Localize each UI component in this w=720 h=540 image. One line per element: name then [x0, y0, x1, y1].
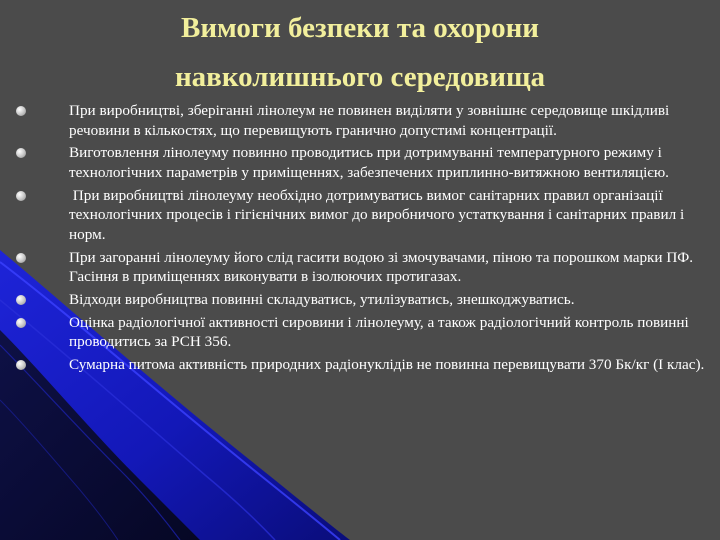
bullet-dot-icon	[16, 106, 26, 116]
bullet-item	[16, 101, 706, 140]
bullet-item	[16, 355, 706, 375]
bullet-item	[16, 290, 706, 310]
bullet-text: При загоранні лінолеуму його слід гасити водою зі змочувачами, піною та порошком марки ПФ. Гасіння в приміщеннях виконувати в ізолюючих протигазах.	[69, 248, 694, 286]
bullet-list	[16, 101, 706, 378]
bullet-text: Оцінка радіологічної активності сировини і лінолеуму, а також радіологічний контроль повинні проводитись за РСН 356.	[69, 313, 689, 351]
bullet-dot-icon	[16, 253, 26, 263]
bullet-text: При виробництві, зберіганні лінолеум не повинен виділяти у зовнішнє середовище шкідливі речовини в кількостях, що перевищують гранично допустимі концентрації.	[69, 102, 670, 139]
bullet-text: Виготовлення лінолеуму повинно проводитись при дотримуванні температурного режиму і технологічних параметрів у приміщеннях, забезпечених приплинно-витяжною вентиляцією.	[69, 144, 669, 181]
bullet-item	[16, 313, 706, 352]
bullet-item	[16, 248, 706, 287]
bullet-dot-icon	[16, 360, 26, 370]
bullet-item	[16, 143, 706, 182]
slide-title	[60, 4, 660, 102]
bullet-text: При виробництві лінолеуму необхідно дотримуватись вимог санітарних правил організації технологічних процесів і гігієнічних вимог до виробничого устаткування і санітарних правил і норм.	[69, 186, 688, 243]
title-line-2: навколишнього середовища	[174, 61, 546, 93]
bullet-dot-icon	[16, 295, 26, 305]
bullet-dot-icon	[16, 191, 26, 201]
bullet-dot-icon	[16, 318, 26, 328]
bullet-item	[16, 186, 706, 245]
bullet-dot-icon	[16, 148, 26, 158]
bullet-text: Відходи виробництва повинні складуватись, утилізуватись, знешкоджуватись.	[69, 291, 575, 309]
bullet-text: Сумарна питома активність природних радіонуклідів не повинна перевищувати 370 Бк/кг (І клас).	[69, 356, 705, 374]
title-line-1: Вимоги безпеки та охорони	[180, 12, 539, 44]
